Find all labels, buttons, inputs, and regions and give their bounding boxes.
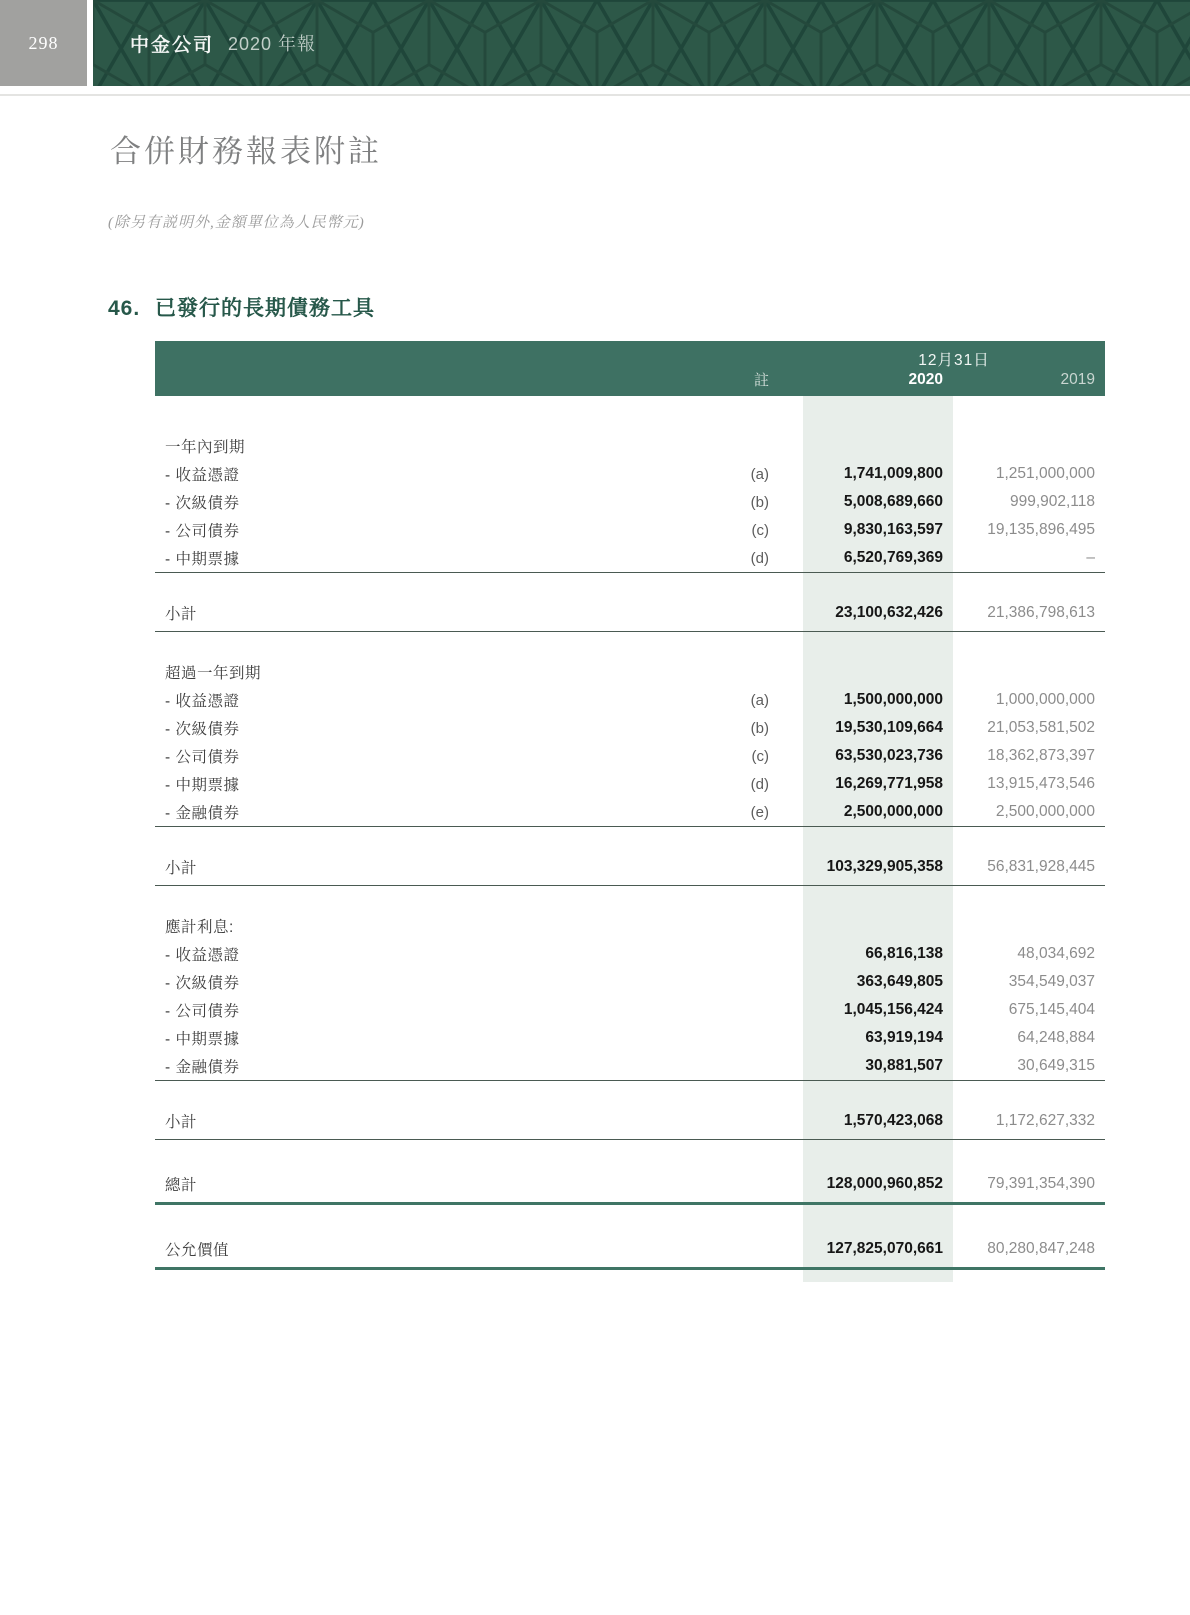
debt-instruments-table — [155, 341, 1105, 1282]
row-label: - 次級債券 — [165, 975, 240, 992]
section-heading — [108, 292, 1190, 322]
row-label: - 公司債券 — [165, 1003, 240, 1020]
row-label: - 收益憑證 — [165, 693, 240, 710]
value-2019: 675,145,404 — [1008, 1001, 1095, 1018]
row-spacer — [155, 632, 1105, 658]
table-row-item — [155, 686, 1105, 714]
row-label: - 金融債券 — [165, 805, 240, 822]
value-2019: 48,034,692 — [1017, 945, 1095, 962]
row-spacer — [155, 886, 1105, 912]
header-divider — [0, 94, 1190, 96]
page-title: 合併財務報表附註 — [110, 134, 382, 169]
table-body — [155, 396, 1105, 1282]
table-row-group — [155, 912, 1105, 940]
row-label: - 中期票據 — [165, 1031, 240, 1048]
row-label: - 次級債券 — [165, 721, 240, 738]
value-2019: 18,362,873,397 — [987, 747, 1095, 764]
table-row-item — [155, 460, 1105, 488]
table-row-subtotal — [155, 1103, 1105, 1139]
value-2020: 1,570,423,068 — [843, 1112, 943, 1129]
table-row-item — [155, 940, 1105, 968]
value-2019: 21,386,798,613 — [987, 604, 1095, 621]
column-header-row — [155, 369, 1105, 390]
value-2020: 1,741,009,800 — [843, 465, 943, 482]
row-note: (b) — [750, 493, 769, 511]
value-2019: 13,915,473,546 — [987, 775, 1095, 792]
page-number: 298 — [28, 32, 59, 53]
value-2019: 64,248,884 — [1017, 1029, 1095, 1046]
company-name: 中金公司 — [130, 34, 215, 56]
table-row-item — [155, 798, 1105, 826]
value-2019: 79,391,354,390 — [987, 1175, 1095, 1192]
value-2020: 23,100,632,426 — [835, 604, 943, 621]
value-2020: 103,329,905,358 — [826, 858, 943, 875]
table-header — [155, 341, 1105, 396]
value-2019: 2,500,000,000 — [995, 803, 1095, 820]
value-2019: 999,902,118 — [1009, 493, 1095, 510]
value-2019: 1,251,000,000 — [995, 465, 1095, 482]
value-2020: 63,919,194 — [865, 1029, 943, 1046]
value-2019: 354,549,037 — [1008, 973, 1095, 990]
value-2019: 1,172,627,332 — [995, 1112, 1095, 1129]
table-row-item — [155, 968, 1105, 996]
table-row-item — [155, 1052, 1105, 1080]
value-2020: 1,500,000,000 — [843, 691, 943, 708]
value-2020: 16,269,771,958 — [835, 775, 943, 792]
row-label: 小計 — [165, 606, 198, 623]
row-spacer — [155, 827, 1105, 849]
banner-text — [130, 0, 316, 86]
row-spacer — [155, 1270, 1105, 1282]
row-note: (c) — [751, 747, 769, 765]
table-row-item — [155, 714, 1105, 742]
value-2020: 127,825,070,661 — [826, 1240, 943, 1257]
value-2020: 19,530,109,664 — [835, 719, 943, 736]
section-title: 已發行的長期債務工具 — [155, 297, 375, 320]
column-header-2019: 2019 — [1060, 370, 1095, 388]
row-label: - 收益憑證 — [165, 947, 240, 964]
row-label: - 公司債券 — [165, 749, 240, 766]
column-header-2020: 2020 — [908, 370, 943, 388]
row-note: (d) — [750, 549, 769, 567]
table-row-total — [155, 1166, 1105, 1202]
table-row-item — [155, 1024, 1105, 1052]
date-column-header: 12月31日 — [918, 352, 990, 369]
row-note: (e) — [750, 803, 769, 821]
value-2019: 30,649,315 — [1017, 1057, 1095, 1074]
table-row-group — [155, 432, 1105, 460]
table-row-group — [155, 658, 1105, 686]
row-spacer — [155, 396, 1105, 432]
section-number: 46. — [108, 297, 141, 320]
row-label: - 公司債券 — [165, 523, 240, 540]
row-label: - 次級債券 — [165, 495, 240, 512]
page-number-box — [0, 0, 87, 86]
row-label: - 中期票據 — [165, 551, 240, 568]
row-label: - 金融債券 — [165, 1059, 240, 1076]
row-label: - 收益憑證 — [165, 467, 240, 484]
table-row-item — [155, 488, 1105, 516]
table-row-item — [155, 516, 1105, 544]
page-subtitle: (除另有説明外,金額單位為人民幣元) — [108, 215, 365, 231]
value-2019: 19,135,896,495 — [987, 521, 1095, 538]
row-label: - 中期票據 — [165, 777, 240, 794]
row-label: 總計 — [165, 1177, 198, 1194]
value-2020: 9,830,163,597 — [843, 521, 943, 538]
row-label: 公允價值 — [165, 1242, 230, 1259]
table-row-item — [155, 996, 1105, 1024]
header-banner — [93, 0, 1190, 86]
page-header — [0, 0, 1190, 86]
row-label: 小計 — [165, 1114, 198, 1131]
table-row-item — [155, 770, 1105, 798]
table-row-item — [155, 544, 1105, 572]
row-spacer — [155, 1140, 1105, 1166]
row-note: (d) — [750, 775, 769, 793]
row-spacer — [155, 1081, 1105, 1103]
row-note: (a) — [750, 465, 769, 483]
value-2020: 5,008,689,660 — [843, 493, 943, 510]
row-label: 應計利息: — [165, 919, 234, 936]
column-header-note: 註 — [753, 372, 769, 389]
row-note: (c) — [751, 521, 769, 539]
row-label: 小計 — [165, 860, 198, 877]
value-2019: 21,053,581,502 — [987, 719, 1095, 736]
value-2019: – — [1086, 549, 1095, 566]
report-edition: 2020 年報 — [228, 34, 317, 54]
value-2020: 6,520,769,369 — [843, 549, 943, 566]
row-note: (b) — [750, 719, 769, 737]
value-2020: 66,816,138 — [865, 945, 943, 962]
value-2019: 80,280,847,248 — [987, 1240, 1095, 1257]
table-row-subtotal — [155, 595, 1105, 631]
row-spacer — [155, 573, 1105, 595]
value-2020: 1,045,156,424 — [843, 1001, 943, 1018]
row-label: 一年內到期 — [165, 439, 246, 456]
table-row-item — [155, 742, 1105, 770]
table-row-subtotal — [155, 849, 1105, 885]
value-2020: 363,649,805 — [856, 973, 943, 990]
value-2019: 1,000,000,000 — [995, 691, 1095, 708]
row-note: (a) — [750, 691, 769, 709]
table-row-total — [155, 1231, 1105, 1267]
value-2020: 30,881,507 — [865, 1057, 943, 1074]
value-2020: 63,530,023,736 — [835, 747, 943, 764]
value-2019: 56,831,928,445 — [987, 858, 1095, 875]
row-spacer — [155, 1205, 1105, 1231]
value-2020: 2,500,000,000 — [843, 803, 943, 820]
value-2020: 128,000,960,852 — [826, 1175, 943, 1192]
row-label: 超過一年到期 — [165, 665, 262, 682]
